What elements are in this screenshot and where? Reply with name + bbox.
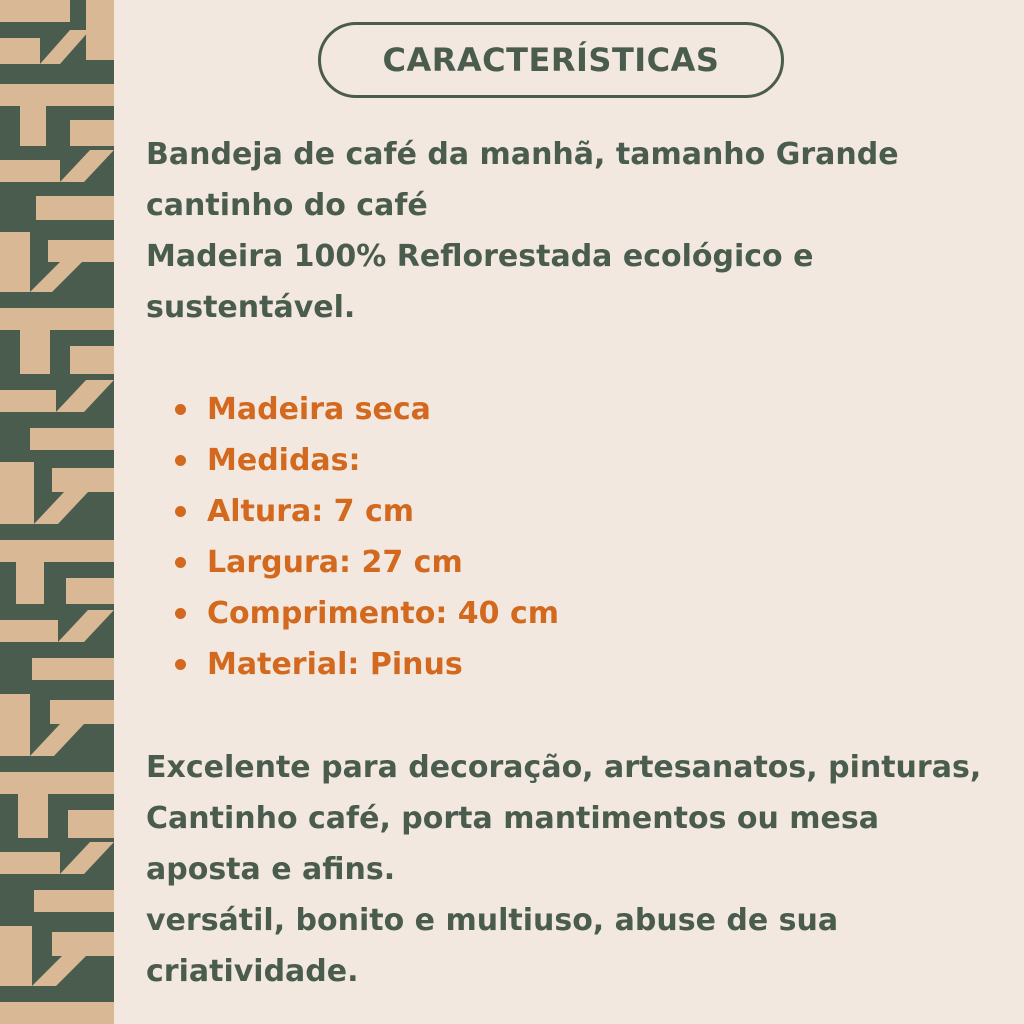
feature-item [175,537,559,588]
feature-text: Madeira seca [207,392,431,427]
feature-list [175,384,559,690]
feature-item [175,384,559,435]
outro-line: Excelente para decoração, artesanatos, pinturas, [146,750,982,785]
feature-item [175,435,559,486]
title-pill [318,22,784,98]
bullet-dot-icon [175,659,186,670]
intro-line: Bandeja de café da manhã, tamanho Grande [146,137,899,172]
outro-line: Cantinho café, porta mantimentos ou mesa [146,801,880,836]
intro-line: sustentável. [146,290,356,325]
bullet-dot-icon [175,506,186,517]
outro-line: criatividade. [146,954,359,989]
feature-item [175,639,559,690]
intro-line: Madeira 100% Reflorestada ecológico e [146,239,814,274]
intro-line: cantinho do café [146,188,428,223]
page-title: CARACTERÍSTICAS [382,41,720,79]
feature-text: Largura: 27 cm [207,545,463,580]
bullet-dot-icon [175,455,186,466]
bullet-dot-icon [175,404,186,415]
decorative-pattern-strip [0,0,114,1024]
outro-paragraph [146,742,981,997]
feature-text: Material: Pinus [207,647,463,682]
intro-paragraph [146,129,899,333]
bullet-dot-icon [175,557,186,568]
feature-item [175,588,559,639]
bullet-dot-icon [175,608,186,619]
outro-line: versátil, bonito e multiuso, abuse de sua [146,903,839,938]
feature-text: Altura: 7 cm [207,494,415,529]
feature-text: Medidas: [207,443,361,478]
feature-text: Comprimento: 40 cm [207,596,560,631]
outro-line: aposta e afins. [146,852,396,887]
feature-item [175,486,559,537]
